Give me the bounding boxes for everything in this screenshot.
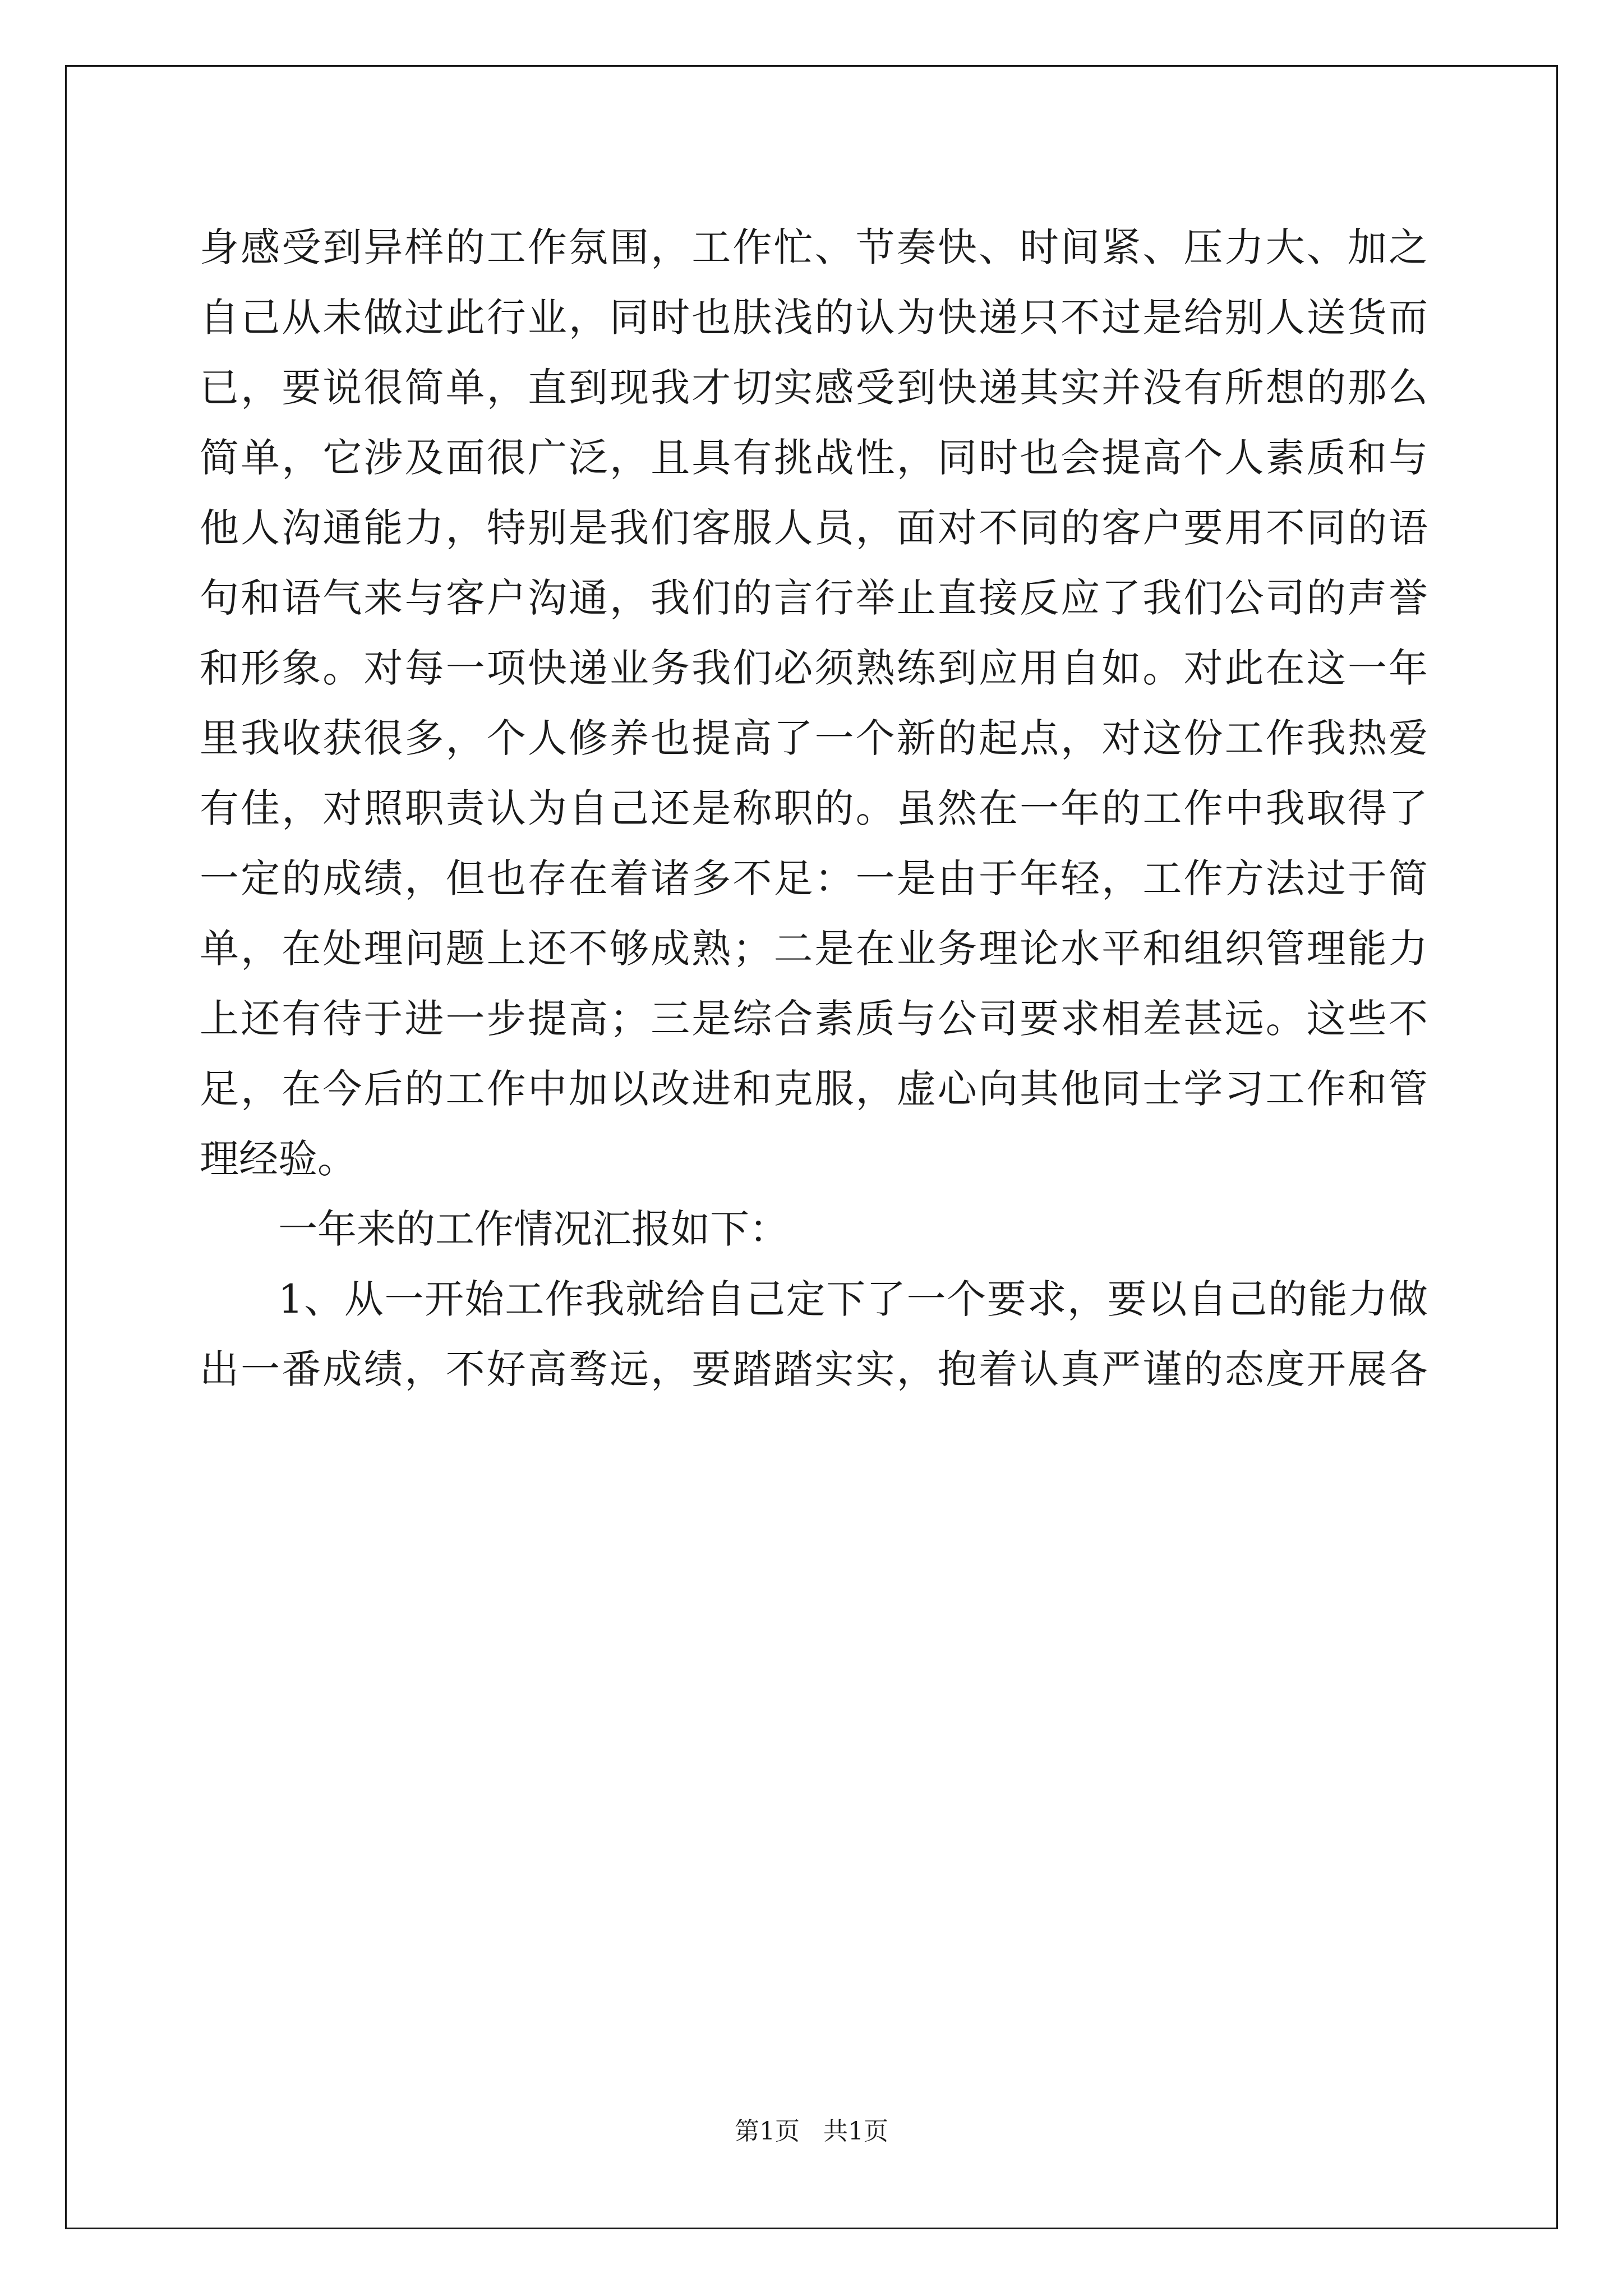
text-line-4: 简单，它涉及面很广泛，且具有挑战性，同时也会提高个人素质和与 xyxy=(200,435,1428,481)
text-line-7: 和形象。对每一项快递业务我们必须熟练到应用自如。对此在这一年 xyxy=(200,645,1428,691)
text-line-9: 有佳，对照职责认为自己还是称职的。虽然在一年的工作中我取得了 xyxy=(200,785,1428,831)
text-line-15: 一年来的工作情况汇报如下： xyxy=(278,1206,789,1252)
text-line-5: 他人沟通能力，特别是我们客服人员，面对不同的客户要用不同的语 xyxy=(200,505,1428,551)
text-line-16: 1、从一开始工作我就给自己定下了一个要求，要以自己的能力做 xyxy=(278,1276,1428,1322)
text-line-8: 里我收获很多，个人修养也提高了一个新的起点，对这份工作我热爱 xyxy=(200,715,1428,761)
page-number-footer: 第1页 共1页 xyxy=(735,2117,888,2146)
text-line-6: 句和语气来与客户沟通，我们的言行举止直接反应了我们公司的声誉 xyxy=(200,575,1428,621)
text-line-1: 身感受到异样的工作氛围，工作忙、节奏快、时间紧、压力大、加之 xyxy=(200,224,1428,270)
text-line-10: 一定的成绩，但也存在着诸多不足：一是由于年轻，工作方法过于简 xyxy=(200,855,1428,901)
text-line-11: 单，在处理问题上还不够成熟；二是在业务理论水平和组织管理能力 xyxy=(200,926,1428,972)
text-line-2: 自己从未做过此行业，同时也肤浅的认为快递只不过是给别人送货而 xyxy=(200,295,1428,341)
text-line-13: 足，在今后的工作中加以改进和克服，虚心向其他同士学习工作和管 xyxy=(200,1066,1428,1112)
text-line-12: 上还有待于进一步提高；三是综合素质与公司要求相差甚远。这些不 xyxy=(200,996,1428,1042)
text-line-3: 已，要说很简单，直到现我才切实感受到快递其实并没有所想的那么 xyxy=(200,365,1428,411)
text-line-17: 出一番成绩，不好高骛远，要踏踏实实，抱着认真严谨的态度开展各 xyxy=(200,1346,1428,1392)
text-line-14: 理经验。 xyxy=(200,1136,357,1182)
